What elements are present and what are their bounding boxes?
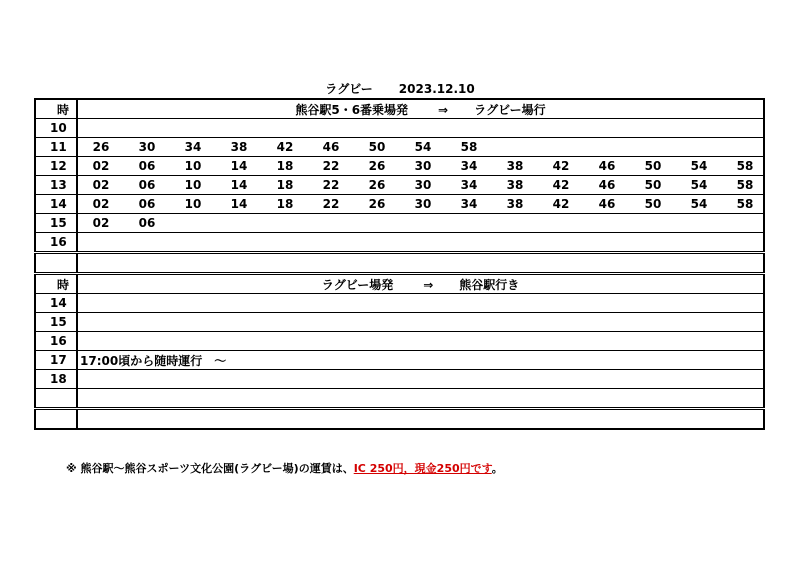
hour-cell: 18 [35, 370, 77, 389]
departure-minute: 26 [368, 159, 386, 173]
minutes-cell [77, 233, 764, 253]
departure-minute: 46 [598, 159, 616, 173]
separator-cell [35, 253, 77, 274]
departure-minute: 14 [230, 197, 248, 211]
section2-from: ラグビー場発 [321, 277, 394, 292]
title-date: 2023.12.10 [398, 82, 475, 96]
departure-minute: 30 [138, 140, 156, 154]
empty-cell [35, 409, 77, 430]
section1-to: ラグビー場行 [474, 102, 546, 117]
departure-minute: 46 [322, 140, 340, 154]
departure-minute: 46 [598, 197, 616, 211]
hour-cell [35, 389, 77, 409]
section1-row [35, 214, 764, 233]
section2-header-row [35, 274, 764, 294]
section1-row [35, 138, 764, 157]
departure-minute: 30 [414, 197, 432, 211]
departure-minute: 42 [276, 140, 294, 154]
hour-cell: 14 [35, 195, 77, 214]
fare-highlight: IC 250円，現金250円です [353, 462, 492, 475]
departure-minute: 34 [460, 159, 478, 173]
section1-row [35, 176, 764, 195]
footnote-suffix: 。 [491, 462, 503, 475]
departure-minute: 22 [322, 159, 340, 173]
departure-minute: 10 [184, 178, 202, 192]
departure-minute: 26 [368, 197, 386, 211]
minutes-cell [77, 138, 764, 157]
hour-cell: 17 [35, 351, 77, 370]
footnote-prefix: ※ 熊谷駅～熊谷スポーツ文化公園(ラグビー場)の運賃は、 [66, 462, 354, 475]
minutes-list [78, 216, 763, 230]
departure-minute: 06 [138, 216, 156, 230]
minutes-list [78, 178, 763, 192]
section1-row [35, 119, 764, 138]
departure-minute: 10 [184, 197, 202, 211]
note-cell [77, 332, 764, 351]
departure-minute: 26 [368, 178, 386, 192]
minutes-cell [77, 176, 764, 195]
departure-minute: 38 [506, 159, 524, 173]
minutes-list [78, 140, 763, 154]
note-cell [77, 370, 764, 389]
departure-minute: 38 [506, 178, 524, 192]
section1-from: 熊谷駅5・6番乗場発 [295, 102, 409, 117]
departure-minute: 10 [184, 159, 202, 173]
departure-minute: 54 [690, 178, 708, 192]
page-title [0, 80, 800, 97]
departure-minute: 58 [736, 178, 754, 192]
separator-row [35, 253, 764, 274]
departure-minute: 02 [92, 159, 110, 173]
departure-minute: 18 [276, 159, 294, 173]
arrow-icon: ⇒ [438, 102, 449, 117]
departure-minute: 02 [92, 216, 110, 230]
departure-minute: 50 [644, 178, 662, 192]
section2-to: 熊谷駅行き [459, 277, 520, 292]
hour-cell: 15 [35, 214, 77, 233]
minutes-list [78, 197, 763, 211]
departure-minute: 14 [230, 178, 248, 192]
minutes-list [78, 159, 763, 173]
section2-route-header [77, 274, 764, 294]
arrow-icon: ⇒ [423, 277, 434, 292]
title-name: ラグビー [325, 82, 373, 96]
departure-minute: 30 [414, 159, 432, 173]
note-cell: 17:00頃から随時運行 ～ [77, 351, 764, 370]
departure-minute: 34 [460, 197, 478, 211]
section1-row [35, 195, 764, 214]
departure-minute: 18 [276, 178, 294, 192]
hour-column-header: 時 [35, 274, 77, 294]
separator-cell [77, 253, 764, 274]
fare-footnote [66, 460, 503, 476]
departure-minute: 22 [322, 178, 340, 192]
departure-minute: 38 [230, 140, 248, 154]
departure-minute: 58 [736, 197, 754, 211]
departure-minute: 58 [460, 140, 478, 154]
section1-route-header [77, 99, 764, 119]
section2-row [35, 332, 764, 351]
departure-minute: 06 [138, 159, 156, 173]
section2-row [35, 294, 764, 313]
departure-minute: 02 [92, 197, 110, 211]
hour-cell: 15 [35, 313, 77, 332]
section2-row [35, 313, 764, 332]
departure-minute: 34 [184, 140, 202, 154]
section2-row [35, 389, 764, 409]
departure-minute: 54 [690, 197, 708, 211]
departure-minute: 42 [552, 197, 570, 211]
empty-row [35, 409, 764, 430]
hour-cell: 10 [35, 119, 77, 138]
departure-minute: 22 [322, 197, 340, 211]
departure-minute: 26 [92, 140, 110, 154]
departure-minute: 34 [460, 178, 478, 192]
minutes-cell [77, 214, 764, 233]
timetable [34, 98, 765, 430]
section1-row [35, 233, 764, 253]
section2-row [35, 370, 764, 389]
departure-minute: 42 [552, 178, 570, 192]
hour-cell: 14 [35, 294, 77, 313]
departure-minute: 06 [138, 197, 156, 211]
empty-cell [77, 409, 764, 430]
section2-row [35, 351, 764, 370]
section1-row [35, 157, 764, 176]
departure-minute: 14 [230, 159, 248, 173]
minutes-cell [77, 119, 764, 138]
hour-cell: 11 [35, 138, 77, 157]
departure-minute: 18 [276, 197, 294, 211]
hour-cell: 13 [35, 176, 77, 195]
departure-minute: 58 [736, 159, 754, 173]
departure-minute: 42 [552, 159, 570, 173]
departure-minute: 54 [690, 159, 708, 173]
departure-minute: 38 [506, 197, 524, 211]
hour-cell: 12 [35, 157, 77, 176]
departure-minute: 50 [644, 197, 662, 211]
departure-minute: 06 [138, 178, 156, 192]
hour-cell: 16 [35, 233, 77, 253]
hour-cell: 16 [35, 332, 77, 351]
departure-minute: 30 [414, 178, 432, 192]
departure-minute: 02 [92, 178, 110, 192]
departure-minute: 50 [368, 140, 386, 154]
departure-minute: 50 [644, 159, 662, 173]
minutes-cell [77, 157, 764, 176]
note-cell [77, 389, 764, 409]
departure-minute: 46 [598, 178, 616, 192]
minutes-cell [77, 195, 764, 214]
note-cell [77, 313, 764, 332]
note-cell [77, 294, 764, 313]
departure-minute: 54 [414, 140, 432, 154]
section1-header-row [35, 99, 764, 119]
hour-column-header: 時 [35, 99, 77, 119]
